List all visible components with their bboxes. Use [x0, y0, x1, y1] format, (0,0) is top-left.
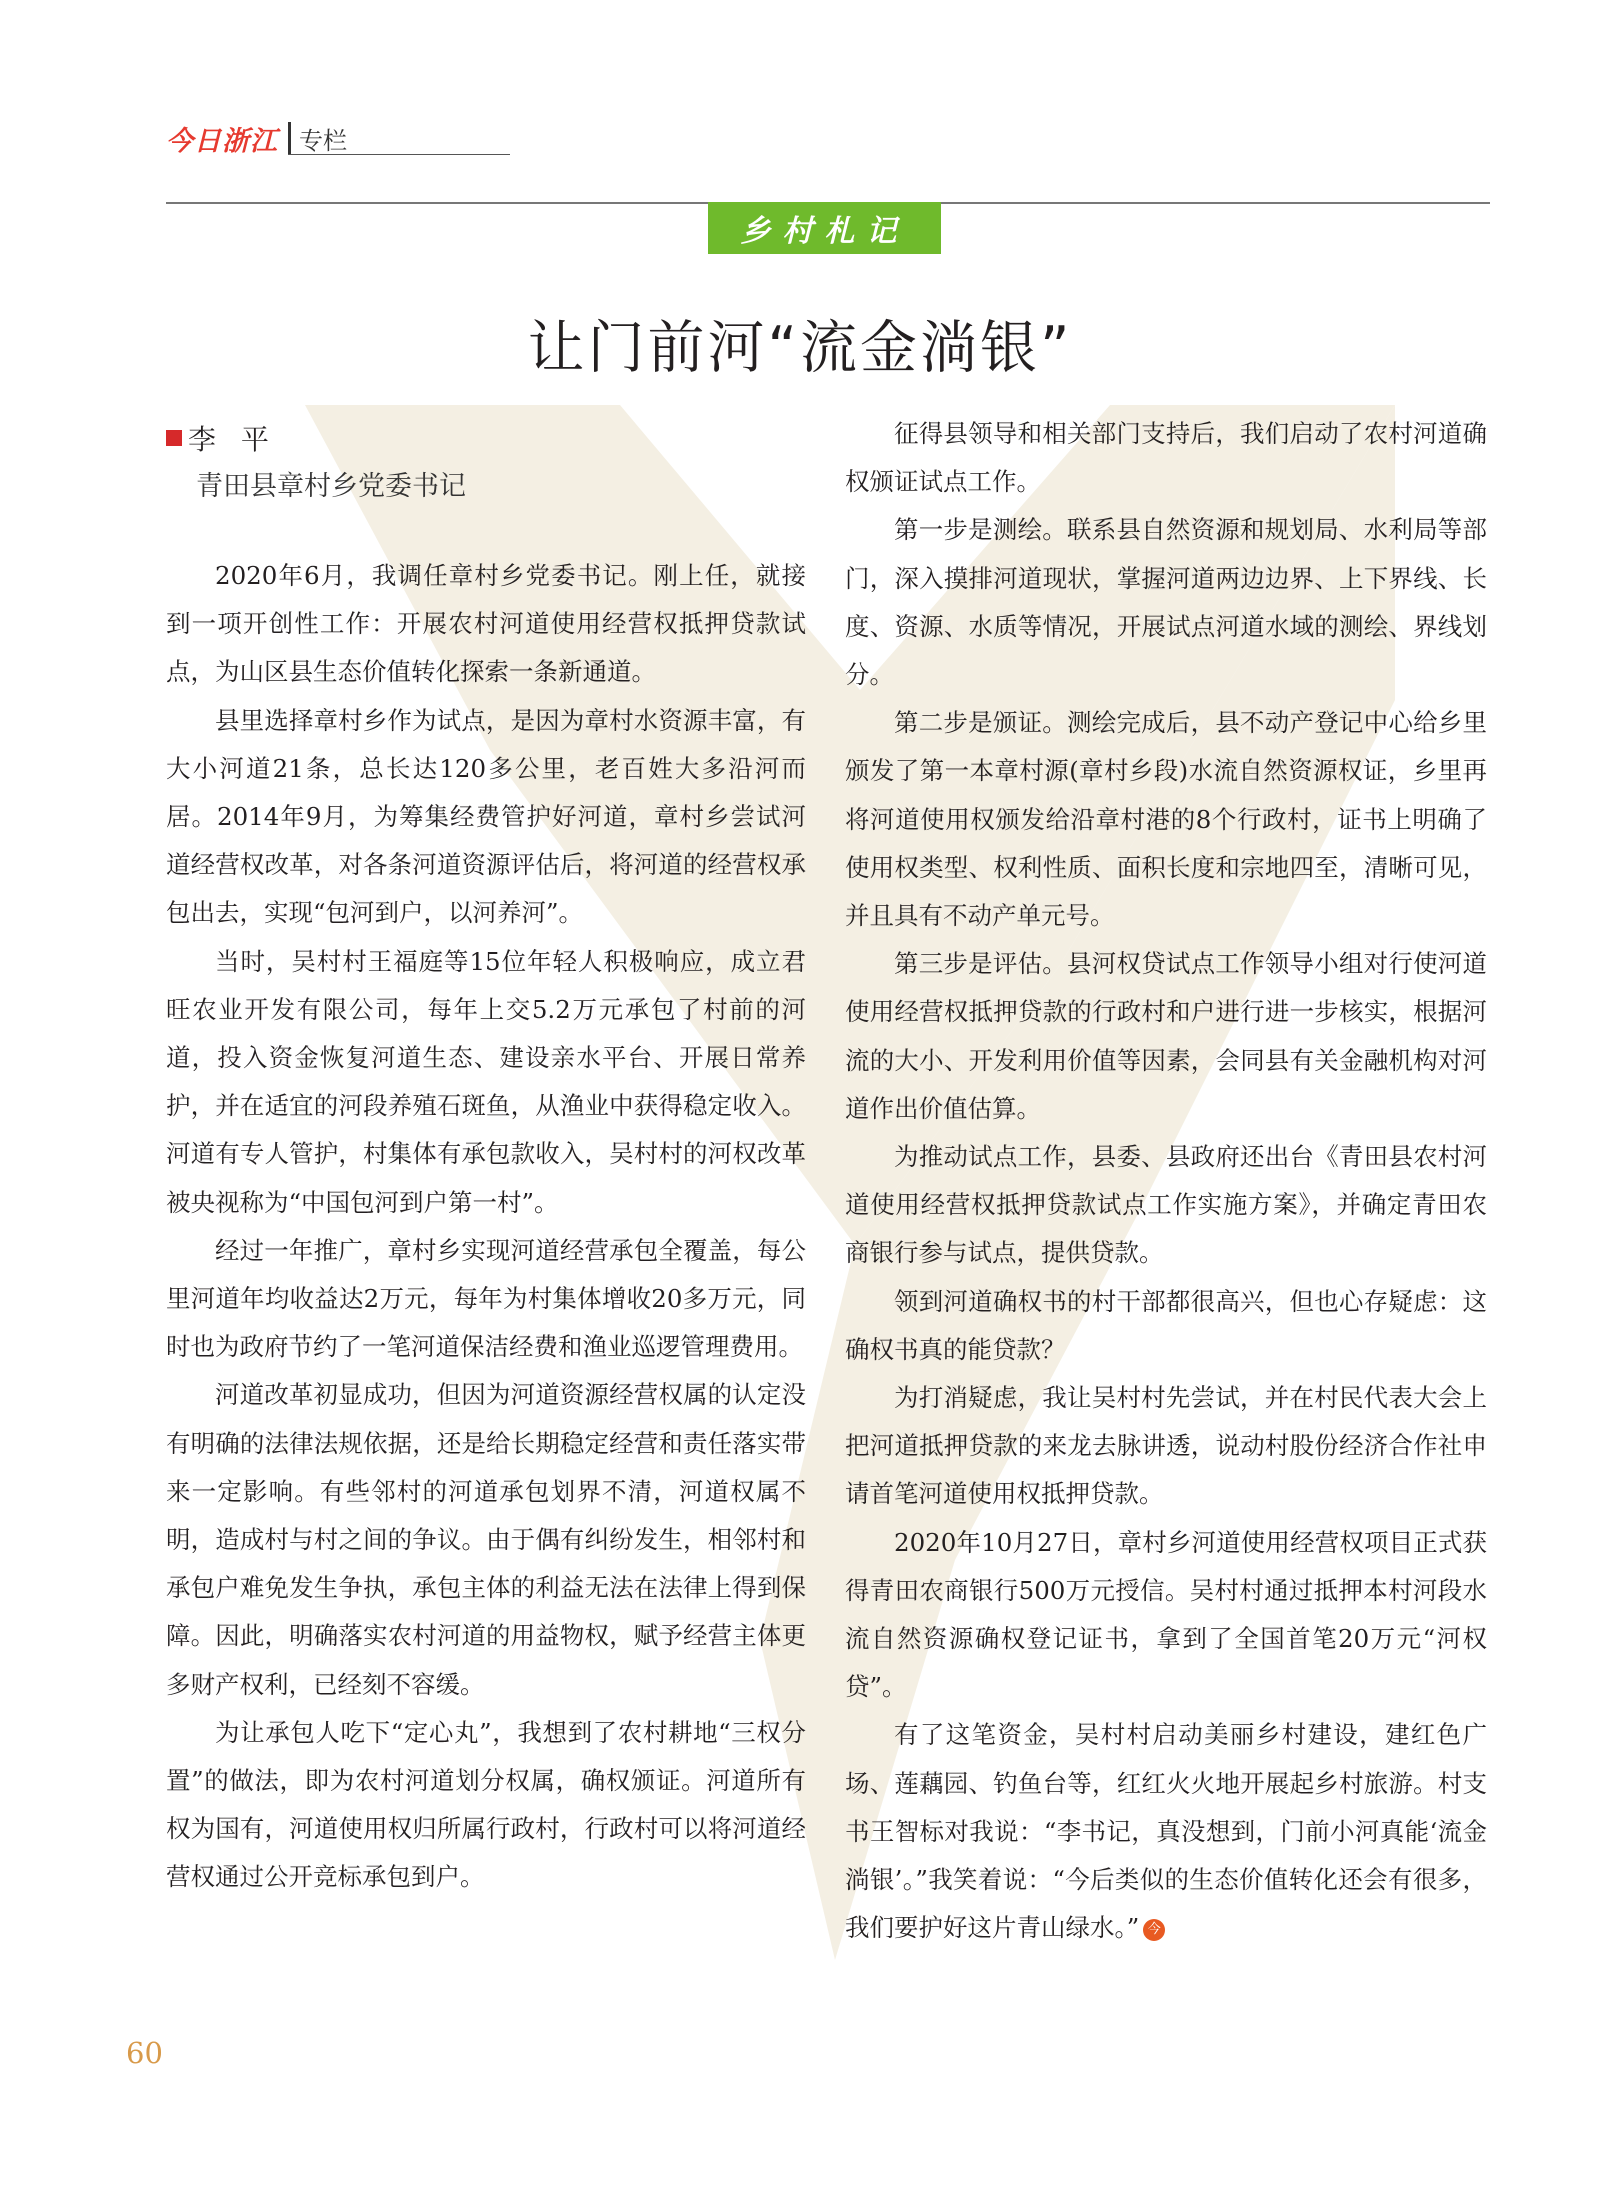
paragraph: 县里选择章村乡作为试点，是因为章村水资源丰富，有大小河道21条，总长达120多公里，老百姓大多沿河而居。2014年9月，为筹集经费管护好河道，章村乡尝试河道经营权改革，对各条河道资源评估后，将河道的经营权承包出去，实现“包河到户，以河养河”。: [166, 705, 806, 928]
magazine-logo: 今日浙江: [166, 125, 278, 157]
magazine-header: [166, 118, 347, 158]
paragraph: 第一步是测绘。联系县自然资源和规划局、水利局等部门，深入摸排河道现状，掌握河道两边边界、上下界线、长度、资源、水质等情况，开展试点河道水域的测绘、界线划分。: [845, 515, 1487, 690]
paragraph: 河道改革初显成功，但因为河道资源经营权属的认定没有明确的法律法规依据，还是给长期稳定经营和责任落实带来一定影响。有些邻村的河道承包划界不清，河道权属不明，造成村与村之间的争议。由于偶有纠纷发生，相邻村和承包户难免发生争执，承包主体的利益无法在法律上得到保障。因此，明确落实农村河道的用益物权，赋予经营主体更多财产权利，已经刻不容缓。: [166, 1380, 806, 1699]
author-line: [166, 418, 277, 458]
header-underline: [288, 154, 510, 155]
paragraph: 2020年6月，我调任章村乡党委书记。刚上任，就接到一项开创性工作：开展农村河道使用经营权抵押贷款试点，为山区县生态价值转化探索一条新通道。: [166, 561, 806, 687]
paragraph: 经过一年推广，章村乡实现河道经营承包全覆盖，每公里河道年均收益达2万元，每年为村集体增收20多万元，同时也为政府节约了一笔河道保洁经费和渔业巡逻管理费用。: [166, 1235, 806, 1362]
paragraph: 为让承包人吃下“定心丸”，我想到了农村耕地“三权分置”的做法，即为农村河道划分权属，确权颁证。河道所有权为国有，河道使用权归所属行政村，行政村可以将河道经营权通过公开竞标承包到户。: [166, 1717, 806, 1892]
column-name: 专栏: [299, 126, 347, 155]
author-marker: [166, 430, 182, 446]
paragraph: 领到河道确权书的村干部都很高兴，但也心存疑虑：这确权书真的能贷款？: [845, 1286, 1487, 1364]
page-number: 60: [126, 2036, 163, 2070]
paragraph: 为打消疑虑，我让吴村村先尝试，并在村民代表大会上把河道抵押贷款的来龙去脉讲透，说动村股份经济合作社申请首笔河道使用权抵押贷款。: [845, 1383, 1487, 1509]
paragraph: 当时，吴村村王福庭等15位年轻人积极响应，成立君旺农业开发有限公司，每年上交5.2万元承包了村前的河道，投入资金恢复河道生态、建设亲水平台、开展日常养护，并在适宜的河段养殖石斑鱼，从渔业中获得稳定收入。河道有专人管护，村集体有承包款收入，吴村村的河权改革被央视称为“中国包河到户第一村”。: [166, 946, 806, 1217]
paragraph: 征得县领导和相关部门支持后，我们启动了农村河道确权颁证试点工作。: [845, 419, 1487, 497]
right-column: [845, 410, 1487, 1953]
article-title: 让门前河“流金淌银”: [527, 315, 1073, 381]
header-divider: [288, 122, 291, 154]
paragraph: 2020年10月27日，章村乡河道使用经营权项目正式获得青田农商银行500万元授信。吴村村通过抵押本村河段水流自然资源确权登记证书，拿到了全国首笔20万元“河权贷”。: [845, 1527, 1487, 1702]
paragraph: 第三步是评估。县河权贷试点工作领导小组对行使河道使用经营权抵押贷款的行政村和户进行进一步核实，根据河流的大小、开发利用价值等因素，会同县有关金融机构对河道作出价值估算。: [845, 949, 1487, 1123]
paragraph-text: 有了这笔资金，吴村村启动美丽乡村建设，建红色广场、莲藕园、钓鱼台等，红红火火地开展起乡村旅游。村支书王智标对我说：“李书记，真没想到，门前小河真能‘流金淌银’。”我笑着说：“今后类似的生态价值转化还会有很多，我们要护好这片青山绿水。”: [845, 1720, 1487, 1943]
author-name: 李 平: [188, 423, 277, 456]
section-banner: 乡村札记: [708, 202, 941, 254]
end-mark-icon: 今: [1143, 1919, 1165, 1941]
final-paragraph: [845, 1711, 1487, 1952]
author-role: 青田县章村乡党委书记: [196, 471, 466, 502]
paragraph: 为推动试点工作，县委、县政府还出台《青田县农村河道使用经营权抵押贷款试点工作实施方案》，并确定青田农商银行参与试点，提供贷款。: [845, 1142, 1487, 1268]
paragraph: 第二步是颁证。测绘完成后，县不动产登记中心给乡里颁发了第一本章村源(章村乡段)水流自然资源权证，乡里再将河道使用权颁发给沿章村港的8个行政村，证书上明确了使用权类型、权利性质、面积长度和宗地四至，清晰可见，并且具有不动产单元号。: [845, 708, 1487, 931]
left-column: [166, 552, 806, 1902]
